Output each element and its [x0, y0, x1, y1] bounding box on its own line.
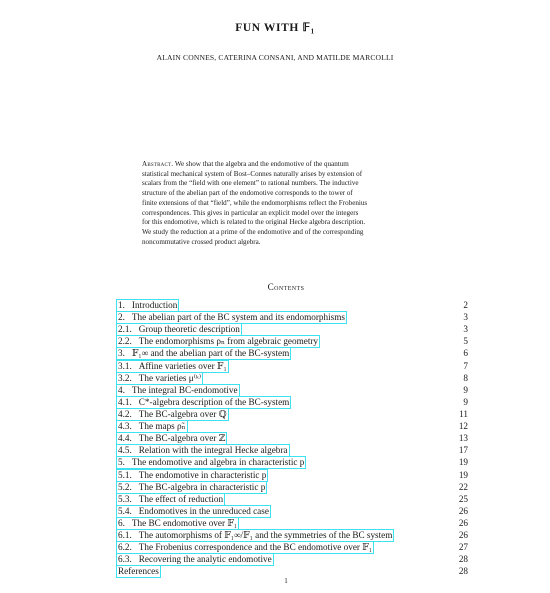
toc-entry-page: 13 [458, 433, 468, 444]
toc-row [116, 372, 468, 384]
toc-entry-page: 28 [458, 566, 468, 577]
toc-row [116, 335, 468, 347]
toc-row [116, 517, 468, 529]
toc-row [116, 444, 468, 456]
toc-row [116, 420, 468, 432]
toc-entry-number: 4. [118, 384, 125, 395]
toc-entry-title: The Frobenius correspondence and the BC endomotive over 𝔽₁ [138, 542, 373, 553]
toc-entry-title: The endomorphisms ρₙ from algebraic geometry [138, 336, 319, 347]
toc-row [116, 529, 468, 541]
toc-row [116, 311, 468, 323]
toc-link[interactable] [116, 420, 188, 433]
abstract-line: We show that the algebra and the endomotive of the quantum [173, 160, 349, 168]
toc-row [116, 456, 468, 468]
toc-link[interactable] [116, 541, 374, 554]
toc-entry-page: 9 [463, 396, 468, 407]
toc-row [116, 347, 468, 359]
toc-entry-number: 6. [118, 517, 125, 528]
toc-entry-title: Affine varieties over 𝔽₁ [138, 360, 227, 371]
abstract-line: structure of the abelian part of the endomotive corresponds to the tower of [142, 189, 353, 198]
toc-entry-number: 4.4. [118, 433, 132, 444]
toc-entry-number: 2. [118, 312, 125, 323]
toc-link[interactable] [116, 384, 240, 397]
toc-entry-title: The BC-algebra over ℤ [138, 433, 226, 444]
toc-entry-number: 4.1. [118, 396, 132, 407]
abstract-line: scalars from the “field with one element” to rational numbers. The inductive [142, 179, 359, 188]
toc-entry-title: The BC endomotive over 𝔽₁ [131, 517, 238, 528]
toc-link[interactable] [116, 505, 271, 518]
toc-entry-page: 12 [458, 421, 468, 432]
toc-row [116, 384, 468, 396]
toc-link[interactable] [116, 323, 242, 336]
toc-entry-title: Recovering the analytic endomotive [138, 554, 272, 565]
toc-entry-page: 25 [458, 493, 468, 504]
toc-row [116, 505, 468, 517]
contents-heading: Contents [267, 282, 305, 292]
toc-entry-number: 5. [118, 457, 125, 468]
toc-entry-page: 26 [458, 517, 468, 528]
toc-entry-title: The endomotive in characteristic p [138, 469, 267, 480]
toc-entry-number: 4.5. [118, 445, 132, 456]
toc-link[interactable] [116, 311, 347, 324]
toc-entry-page: 3 [463, 324, 468, 335]
toc-link[interactable] [116, 469, 268, 482]
toc-entry-page: 9 [463, 384, 468, 395]
toc-entry-page: 6 [463, 348, 468, 359]
toc-entry-title: C*-algebra description of the BC-system [138, 396, 290, 407]
toc-entry-number: 4.2. [118, 408, 132, 419]
page-number: 1 [284, 577, 288, 585]
toc-entry-number: 5.2. [118, 481, 132, 492]
paper-authors: ALAIN CONNES, CATERINA CONSANI, AND MATILDE MARCOLLI [156, 53, 394, 62]
toc-row [116, 553, 468, 565]
toc-entry-title: References [118, 566, 159, 577]
toc-row [116, 493, 468, 505]
toc-link[interactable] [116, 396, 291, 409]
toc-entry-page: 11 [459, 408, 468, 419]
toc-link[interactable] [116, 432, 227, 445]
toc-link[interactable] [116, 553, 274, 566]
toc-entry-title: The endomotive and algebra in characteristic p [131, 457, 305, 468]
toc-entry-page: 28 [458, 554, 468, 565]
toc-entry-number: 5.4. [118, 505, 132, 516]
toc-entry-number: 4.3. [118, 421, 132, 432]
toc-entry-page: 3 [463, 312, 468, 323]
toc-link[interactable] [116, 529, 394, 542]
toc-row [116, 408, 468, 420]
toc-entry-title: Group theoretic description [138, 324, 240, 335]
toc-entry-page: 5 [463, 336, 468, 347]
toc-entry-title: Relation with the integral Hecke algebra [138, 445, 288, 456]
toc-link[interactable] [116, 517, 239, 530]
toc-entry-title: The integral BC-endomotive [131, 384, 238, 395]
toc-entry-page: 17 [458, 445, 468, 456]
toc-row [116, 469, 468, 481]
toc-entry-number: 1. [118, 300, 125, 310]
toc-entry-page: 2 [463, 300, 468, 310]
toc-link[interactable] [116, 372, 203, 385]
toc-row [116, 432, 468, 444]
toc-link[interactable] [116, 456, 306, 469]
abstract [142, 160, 434, 247]
toc-entry-number: 5.1. [118, 469, 132, 480]
toc-entry-title: Introduction [131, 300, 178, 310]
toc-entry-number: 5.3. [118, 493, 132, 504]
toc-row [116, 299, 468, 311]
toc-entry-number: 2.2. [118, 336, 132, 347]
abstract-line: We study the reduction at a prime of the endomotive and of the corresponding [142, 227, 364, 236]
toc-entry-number: 3.1. [118, 360, 132, 371]
toc-entry-title: Endomotives in the unreduced case [138, 505, 269, 516]
toc-link[interactable] [116, 481, 267, 494]
toc-entry-page: 22 [458, 481, 468, 492]
table-of-contents [116, 299, 468, 578]
toc-entry-title: The effect of reduction [138, 493, 224, 504]
toc-entry-number: 3.2. [118, 372, 132, 383]
toc-row [116, 541, 468, 553]
toc-row [116, 396, 468, 408]
toc-entry-number: 6.3. [118, 554, 132, 565]
toc-row [116, 360, 468, 372]
abstract-line: for this endomotive, which is related to the original Hecke algebra description. [142, 218, 366, 227]
toc-row [116, 481, 468, 493]
toc-entry-title: The automorphisms of 𝔽₁∞/𝔽₁ and the symmetries of the BC system [138, 530, 393, 541]
abstract-label: Abstract. [142, 160, 174, 168]
toc-entry-number: 2.1. [118, 324, 132, 335]
toc-link[interactable] [116, 360, 229, 373]
toc-entry-number: 3. [118, 348, 125, 359]
toc-link[interactable] [116, 347, 291, 360]
toc-entry-title: 𝔽₁∞ and the abelian part of the BC-system [131, 348, 290, 359]
toc-entry-page: 8 [463, 372, 468, 383]
toc-link[interactable] [116, 444, 290, 457]
toc-entry-page: 26 [458, 530, 468, 541]
toc-entry-title: The maps ρ̃ₙ [138, 421, 186, 432]
abstract-line: statistical mechanical system of Bost–Connes naturally arises by extension of [142, 169, 363, 178]
toc-entry-page: 7 [463, 360, 468, 371]
toc-link[interactable] [116, 493, 225, 506]
toc-link[interactable] [116, 335, 320, 348]
toc-link[interactable] [116, 299, 179, 312]
abstract-line: correspondences. This gives in particular an explicit model over the integers [142, 208, 359, 217]
toc-entry-title: The abelian part of the BC system and its endomorphisms [131, 312, 345, 323]
abstract-line: finite extensions of that “field”, while the endomorphisms reflect the Frobenius [142, 198, 368, 207]
toc-row [116, 323, 468, 335]
toc-row [116, 565, 468, 577]
toc-entry-page: 19 [458, 469, 468, 480]
paper-title: FUN WITH 𝔽₁ [235, 22, 315, 34]
toc-entry-page: 19 [458, 457, 468, 468]
toc-entry-number: 6.1. [118, 530, 132, 541]
toc-entry-page: 26 [458, 505, 468, 516]
toc-link[interactable] [116, 408, 229, 421]
toc-entry-page: 27 [458, 542, 468, 553]
abstract-line: noncommutative crossed product algebra. [142, 237, 261, 246]
toc-entry-number: 6.2. [118, 542, 132, 553]
toc-entry-title: The BC-algebra over ℚ [138, 408, 227, 419]
toc-entry-title: The varieties μ⁽ᵏ⁾ [138, 372, 202, 383]
toc-entry-title: The BC-algebra in characteristic p [138, 481, 266, 492]
